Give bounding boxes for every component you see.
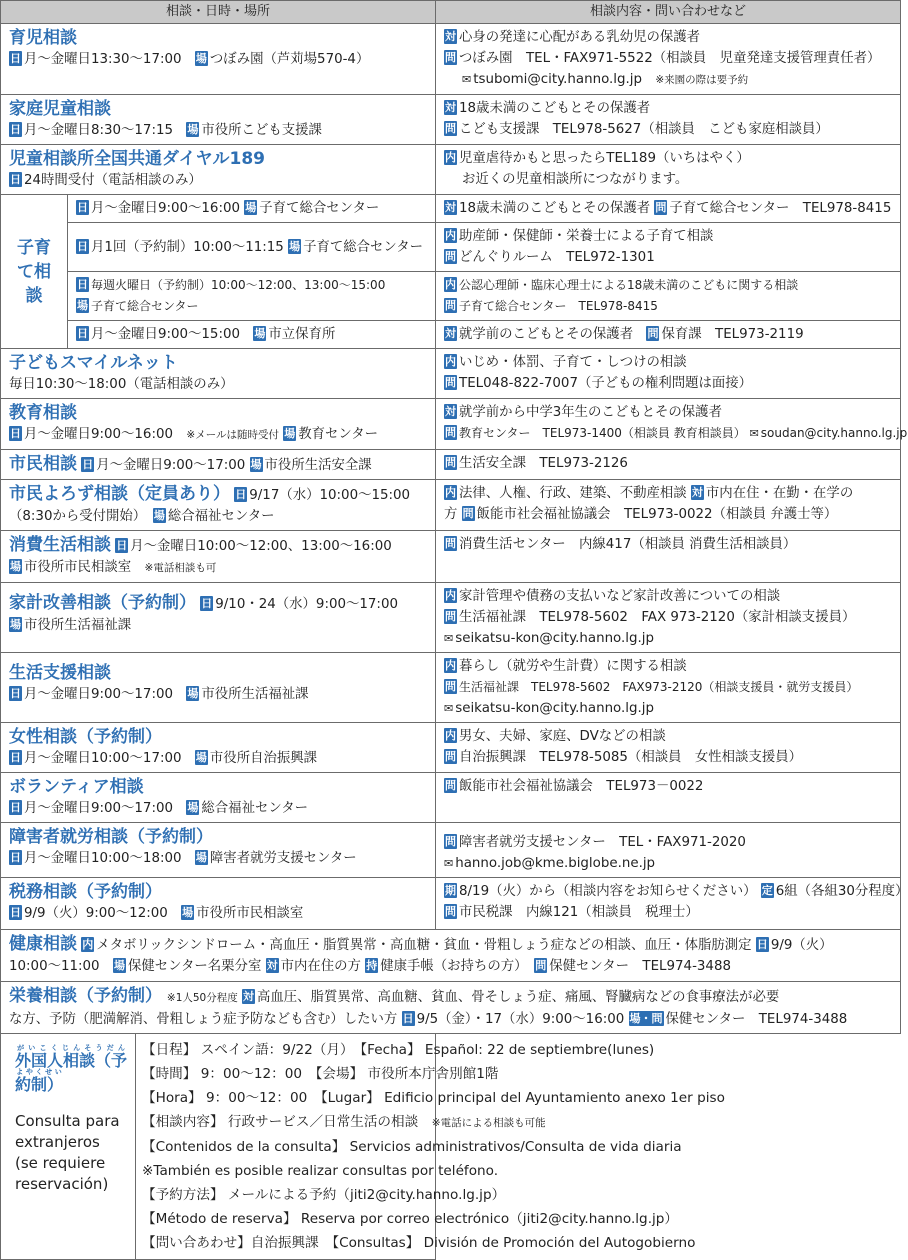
content-icon: 内 bbox=[445, 589, 457, 602]
foreign-title bbox=[15, 1044, 135, 1095]
foreign-line: ※También es posible realizar consultas por teléfono. bbox=[142, 1163, 499, 1179]
content-text: 法律、人権、行政、建築、不動産相談 bbox=[459, 486, 687, 501]
target-text: 心身の発達に心配がある乳幼児の保護者 bbox=[459, 30, 701, 45]
row-title: 児童相談所全国共通ダイヤル189 bbox=[9, 149, 265, 169]
content-icon: 内 bbox=[445, 659, 457, 672]
row-title: 健康相談 bbox=[9, 934, 77, 954]
day-icon: 日 bbox=[756, 938, 768, 951]
note-text: ※来園の際は要予約 bbox=[655, 74, 749, 86]
target-text: 方 bbox=[444, 507, 458, 522]
inquiry-text: 生活安全課 TEL973-2126 bbox=[459, 456, 628, 471]
foreign-line: 【時間】 9：00～12：00 【会場】 市役所本庁舎別館1階 bbox=[142, 1066, 499, 1082]
day-icon: 日 bbox=[201, 597, 213, 610]
table-row bbox=[1, 583, 901, 653]
foreign-details bbox=[135, 1034, 731, 1259]
place-text: 教育センター bbox=[298, 427, 379, 442]
foreign-line: 【相談内容】 行政サービス／日常生活の相談 bbox=[142, 1114, 419, 1130]
day-icon: 日 bbox=[10, 173, 21, 186]
place-icon: 場 bbox=[77, 299, 88, 312]
day-text: 9/10・24（水）9:00～17:00 bbox=[215, 597, 398, 612]
row-title: 育児相談 bbox=[9, 28, 77, 48]
content-text: 家計管理や債務の支払いなど家計改善についての相談 bbox=[459, 589, 781, 604]
target-icon: 対 bbox=[445, 30, 457, 43]
inquiry-text: 生活福祉課 TEL978-5602 FAX 973-2120（家計相談支援員） bbox=[459, 610, 856, 625]
content-text: 公認心理師・臨床心理士による18歳未満のこどもに関する相談 bbox=[459, 278, 799, 292]
inquiry-text: 保健センター TEL974-3488 bbox=[665, 1012, 848, 1027]
header-col2: 相談内容・問い合わせなど bbox=[436, 1, 901, 24]
foreign-line: 【Contenidos de la consulta】 Servicios administrativos/Consulta de vida diaria bbox=[142, 1139, 682, 1155]
table-row bbox=[1, 823, 901, 878]
inquiry-text: 保健センター TEL974-3488 bbox=[549, 959, 731, 974]
place-icon: 場 bbox=[182, 906, 194, 919]
target-icon: 対 bbox=[445, 201, 457, 214]
table-row bbox=[1, 223, 901, 272]
day-text: 9/9（火）9:00～12:00 bbox=[24, 906, 168, 921]
row-title: 女性相談（予約制） bbox=[9, 727, 162, 747]
day-icon: 日 bbox=[10, 52, 21, 65]
inquiry-text: TEL048-822-7007（子どもの権利問題は面接） bbox=[459, 376, 753, 391]
place-text: 市役所生活安全課 bbox=[264, 458, 372, 473]
day-icon: 日 bbox=[10, 851, 21, 864]
foreign-line: 【予約方法】 メールによる予約（jiti2@city.hanno.lg.jp） bbox=[142, 1187, 506, 1203]
place-inquiry-icon: 場・問 bbox=[629, 1012, 663, 1025]
table-row bbox=[1, 773, 901, 823]
place-text: 総合福祉センター bbox=[167, 509, 275, 524]
place-icon: 場 bbox=[250, 458, 262, 471]
day-icon: 日 bbox=[82, 458, 94, 471]
foreign-left bbox=[1, 1034, 135, 1259]
inquiry-text: 教育センター TEL973-1400（相談員 教育相談員） bbox=[459, 426, 746, 440]
content-text: お近くの児童相談所につながります。 bbox=[462, 172, 689, 187]
row-title: 教育相談 bbox=[9, 403, 77, 423]
mail-link[interactable]: ✉ tsubomi@city.hanno.lg.jp bbox=[462, 72, 642, 87]
place-icon: 場 bbox=[245, 201, 257, 214]
content-icon: 内 bbox=[445, 729, 457, 742]
row-title: 家計改善相談（予約制） bbox=[9, 593, 196, 613]
place-text: 子育て総合センター bbox=[91, 299, 199, 313]
place-text: 市役所生活福祉課 bbox=[201, 687, 309, 702]
day-text: 月1回（予約制）10:00～11:15 bbox=[91, 239, 284, 255]
table-row bbox=[1, 653, 901, 723]
content-text: いじめ・体罰、子育て・しつけの相談 bbox=[459, 355, 687, 370]
day-icon: 日 bbox=[116, 539, 128, 552]
foreign-line: 【日程】 スペイン語：9/22（月） 【Fecha】 Español: 22 de septiembre(lunes) bbox=[142, 1042, 655, 1058]
inquiry-icon: 問 bbox=[445, 835, 457, 848]
inquiry-icon: 問 bbox=[445, 680, 457, 693]
inquiry-icon: 問 bbox=[445, 426, 457, 439]
foreign-sub: (se requiere bbox=[15, 1154, 106, 1172]
target-text: 就学前から中学3年生のこどもとその保護者 bbox=[459, 405, 722, 420]
place-icon: 場 bbox=[289, 239, 301, 253]
inquiry-icon: 問 bbox=[445, 750, 457, 763]
place-icon: 場 bbox=[10, 560, 21, 573]
day-icon: 日 bbox=[77, 327, 88, 340]
inquiry-text: つぼみ園 TEL・FAX971-5522（相談員 児童発達支援管理責任者） bbox=[459, 51, 881, 66]
day-text: 月～金曜日13:30～17:00 bbox=[24, 52, 182, 67]
inquiry-icon: 問 bbox=[445, 905, 457, 918]
inquiry-icon: 問 bbox=[445, 610, 457, 623]
note-text: ※電話相談も可 bbox=[144, 562, 217, 574]
category-kosodate bbox=[1, 195, 68, 349]
target-text: 18歳未満のこどもとその保護者 bbox=[459, 201, 651, 216]
content-icon: 内 bbox=[445, 486, 457, 499]
inquiry-icon: 問 bbox=[445, 299, 457, 312]
category-label: 子育て相談 bbox=[17, 237, 51, 306]
place-text: 市役所こども支援課 bbox=[201, 123, 322, 138]
day-text: 月～金曜日9:00～15:00 bbox=[91, 327, 241, 342]
mail-link[interactable]: ✉ hanno.job@kme.biglobe.ne.jp bbox=[444, 856, 655, 871]
target-icon: 対 bbox=[445, 101, 457, 114]
table-row bbox=[1, 480, 901, 531]
target-icon: 対 bbox=[266, 959, 278, 972]
place-icon: 場 bbox=[187, 801, 199, 814]
day-text: 9/9（火） bbox=[770, 938, 833, 953]
content-text: メタボリックシンドローム・高血圧・脂質異常・高血糖・貧血・骨粗しょう症などの相談、血圧・体脂肪測定 bbox=[96, 938, 752, 953]
row-title: ボランティア相談 bbox=[9, 777, 144, 797]
day-icon: 日 bbox=[10, 751, 21, 764]
place-text: 市役所生活福祉課 bbox=[24, 618, 132, 633]
inquiry-text: 市民税課 内線121（相談員 税理士） bbox=[459, 905, 699, 920]
row-title: 市民よろず相談（定員あり） bbox=[9, 484, 230, 504]
place-text: 障害者就労支援センター bbox=[209, 851, 357, 866]
day-text: 24時間受付（電話相談のみ） bbox=[24, 173, 202, 188]
content-icon: 内 bbox=[445, 278, 457, 291]
content-icon: 内 bbox=[445, 151, 457, 164]
inquiry-icon: 問 bbox=[445, 51, 457, 64]
place-icon: 場 bbox=[195, 52, 207, 65]
inquiry-icon: 問 bbox=[535, 959, 547, 972]
table-row bbox=[1, 272, 901, 321]
content-text: 男女、夫婦、家庭、DVなどの相談 bbox=[459, 729, 666, 744]
day-text: 9/17（水）10:00～15:00 bbox=[249, 488, 411, 503]
inquiry-icon: 問 bbox=[445, 250, 457, 263]
inquiry-icon: 問 bbox=[445, 779, 457, 792]
inquiry-icon: 問 bbox=[445, 376, 457, 389]
inquiry-icon: 問 bbox=[655, 201, 667, 214]
inquiry-icon: 問 bbox=[445, 456, 457, 469]
place-text: つぼみ園（芦苅場570-4） bbox=[209, 52, 370, 67]
inquiry-icon: 問 bbox=[445, 537, 457, 550]
place-text: 市立保育所 bbox=[268, 327, 336, 342]
capacity-text: 6組（各組30分程度） bbox=[775, 884, 908, 899]
row-title: 家庭児童相談 bbox=[9, 99, 111, 119]
table-row bbox=[1, 24, 901, 95]
day-icon: 日 bbox=[77, 278, 88, 291]
target-text: 市内在住の方 bbox=[280, 959, 361, 974]
place-text: 市役所市民相談室 bbox=[24, 560, 132, 575]
day-icon: 日 bbox=[10, 801, 21, 814]
inquiry-text: 子育て総合センター TEL978-8415 bbox=[669, 201, 892, 216]
table-row-foreign bbox=[1, 1034, 901, 1260]
foreign-line: 【問い合あわせ】自治振興課 【Consultas】 División de Promoción del Autogobierno bbox=[142, 1235, 696, 1251]
place-icon: 場 bbox=[153, 509, 165, 522]
place-text: 市役所自治振興課 bbox=[209, 751, 318, 766]
table-row bbox=[1, 145, 901, 195]
foreign-sub: Consulta para bbox=[15, 1112, 120, 1130]
day-text: 9/5（金）・17（水）9:00～16:00 bbox=[416, 1012, 625, 1027]
note-text: ※1人50分程度 bbox=[166, 992, 238, 1004]
content-icon: 内 bbox=[82, 938, 94, 951]
day-icon: 日 bbox=[10, 687, 21, 700]
sub-text: （8:30から受付開始） bbox=[9, 509, 140, 524]
day-text: 月～金曜日8:30～17:15 bbox=[24, 123, 174, 138]
day-icon: 日 bbox=[10, 427, 21, 440]
bring-icon: 持 bbox=[366, 959, 378, 972]
content-icon: 内 bbox=[445, 229, 457, 242]
table-row bbox=[1, 723, 901, 773]
target-icon: 対 bbox=[243, 990, 254, 1003]
place-text: 子育て総合センター bbox=[303, 239, 424, 255]
day-text: 月～金曜日9:00～16:00 bbox=[91, 201, 241, 216]
day-icon: 日 bbox=[10, 906, 21, 919]
foreign-sub: reservación) bbox=[15, 1175, 109, 1193]
day-icon: 日 bbox=[77, 239, 88, 253]
day-text: 月～金曜日10:00～18:00 bbox=[24, 851, 182, 866]
target-icon: 対 bbox=[445, 405, 457, 418]
content-text: 児童虐待かもと思ったらTEL189（いちはやく） bbox=[459, 151, 750, 166]
day-text: 月～金曜日9:00～17:00 bbox=[24, 801, 174, 816]
row-title: 市民相談 bbox=[9, 454, 77, 474]
table-row bbox=[1, 531, 901, 583]
row-title: 消費生活相談 bbox=[9, 535, 111, 555]
inquiry-text: 生活福祉課 TEL978-5602 FAX973-2120（相談支援員・就労支援員） bbox=[459, 680, 859, 694]
table-row bbox=[1, 95, 901, 145]
foreign-line: 【Hora】 9：00～12：00 【Lugar】 Edificio principal del Ayuntamiento anexo 1er piso bbox=[142, 1090, 725, 1106]
inquiry-text: 保育課 TEL973-2119 bbox=[661, 327, 804, 342]
target-text: 18歳未満のこどもとその保護者 bbox=[459, 101, 651, 116]
table-row bbox=[1, 349, 901, 399]
target-text: 就学前のこどもとその保護者 bbox=[459, 327, 634, 342]
inquiry-text: どんぐりルーム TEL972-1301 bbox=[459, 250, 655, 265]
day-icon: 日 bbox=[235, 488, 247, 501]
inquiry-icon: 問 bbox=[445, 122, 457, 135]
target-icon: 対 bbox=[691, 486, 703, 499]
foreign-sub: extranjeros bbox=[15, 1133, 100, 1151]
place-icon: 場 bbox=[187, 687, 199, 700]
time-text: 10:00～11:00 bbox=[9, 959, 100, 974]
bring-text: 健康手帳（お持ちの方） bbox=[380, 959, 521, 974]
period-icon: 期 bbox=[445, 884, 457, 897]
inquiry-text: 飯能市社会福祉協議会 TEL973－0022 bbox=[459, 779, 704, 794]
foreign-title-ruby: がいこくじんそうだん よやくせい bbox=[15, 1044, 135, 1076]
table-row bbox=[1, 399, 901, 450]
day-text: 月～金曜日9:00～16:00 bbox=[24, 427, 174, 442]
day-text: 月～金曜日10:00～17:00 bbox=[24, 751, 182, 766]
place-text: 保健センター名栗分室 bbox=[127, 959, 262, 974]
target-text: 市内在住・在勤・在学の bbox=[705, 486, 854, 501]
place-icon: 場 bbox=[187, 123, 199, 136]
note-text: ※電話による相談も可能 bbox=[431, 1117, 546, 1129]
table-row bbox=[1, 450, 901, 480]
day-text: 月～金曜日10:00～12:00、13:00～16:00 bbox=[130, 539, 392, 554]
table-row bbox=[1, 321, 901, 349]
target-icon: 対 bbox=[445, 327, 457, 340]
day-icon: 日 bbox=[77, 201, 88, 214]
mail-link[interactable]: ✉ seikatsu-kon@city.hanno.lg.jp bbox=[444, 701, 654, 716]
day-icon: 日 bbox=[402, 1012, 414, 1025]
table-row bbox=[1, 878, 901, 930]
inquiry-text: こども支援課 TEL978-5627（相談員 こども家庭相談員） bbox=[459, 122, 829, 137]
day-text: 毎日10:30～18:00（電話相談のみ） bbox=[9, 377, 234, 392]
row-title: 栄養相談（予約制） bbox=[9, 986, 154, 1006]
place-icon: 場 bbox=[284, 427, 296, 440]
place-text: 子育て総合センター bbox=[259, 201, 380, 216]
capacity-icon: 定 bbox=[761, 884, 773, 897]
place-text: 市役所市民相談室 bbox=[196, 906, 304, 921]
row-title: 子どもスマイルネット bbox=[9, 353, 178, 373]
day-icon: 日 bbox=[10, 123, 21, 136]
row-title: 生活支援相談 bbox=[9, 663, 111, 683]
row-title: 税務相談（予約制） bbox=[9, 882, 162, 902]
table-row bbox=[1, 195, 901, 223]
foreign-line: 【Método de reserva】 Reserva por correo electrónico（jiti2@city.hanno.lg.jp） bbox=[142, 1211, 679, 1227]
row-title: 障害者就労相談（予約制） bbox=[9, 827, 213, 847]
place-icon: 場 bbox=[195, 751, 207, 764]
day-text: 月～金曜日9:00～17:00 bbox=[24, 687, 174, 702]
content-text: 暮らし（就労や生計費）に関する相談 bbox=[459, 659, 687, 674]
inquiry-text: 消費生活センター 内線417（相談員 消費生活相談員） bbox=[459, 537, 797, 552]
place-icon: 場 bbox=[10, 618, 21, 631]
inquiry-text: 飯能市社会福祉協議会 TEL973-0022（相談員 弁護士等） bbox=[476, 507, 838, 522]
place-icon: 場 bbox=[195, 851, 207, 864]
note-text: ※メールは随時受付 bbox=[186, 429, 279, 441]
content-icon: 内 bbox=[445, 355, 457, 368]
table-row bbox=[1, 930, 901, 982]
mail-link[interactable]: ✉ seikatsu-kon@city.hanno.lg.jp bbox=[444, 631, 654, 646]
inquiry-icon: 問 bbox=[647, 327, 659, 340]
mail-link[interactable]: ✉ soudan@city.hanno.lg.jp bbox=[750, 426, 908, 440]
place-icon: 場 bbox=[254, 327, 266, 340]
inquiry-icon: 問 bbox=[462, 507, 474, 520]
inquiry-text: 子育て総合センター TEL978-8415 bbox=[459, 299, 658, 313]
place-text: 総合福祉センター bbox=[201, 801, 308, 816]
header-col1: 相談・日時・場所 bbox=[1, 1, 436, 24]
table-row bbox=[1, 982, 901, 1034]
target-text: 高血圧、脂質異常、高血糖、貧血、骨そしょう症、痛風、腎臓病などの食事療法が必要 bbox=[257, 990, 780, 1005]
content-text: 助産師・保健師・栄養士による子育て相談 bbox=[459, 229, 714, 244]
period-text: 8/19（火）から（相談内容をお知らせください） bbox=[459, 884, 757, 899]
target-text: な方、予防（肥満解消、骨粗しょう症予防なども含む）したい方 bbox=[9, 1012, 398, 1027]
inquiry-text: 障害者就労支援センター TEL・FAX971-2020 bbox=[459, 835, 746, 850]
table-header bbox=[1, 1, 901, 24]
foreign-title-text: 外国人相談（予約制） bbox=[15, 1051, 128, 1094]
place-icon: 場 bbox=[113, 959, 125, 972]
day-text: 月～金曜日9:00～17:00 bbox=[96, 458, 246, 473]
inquiry-text: 自治振興課 TEL978-5085（相談員 女性相談支援員） bbox=[459, 750, 803, 765]
day-text: 毎週火曜日（予約制）10:00～12:00、13:00～15:00 bbox=[91, 278, 386, 292]
